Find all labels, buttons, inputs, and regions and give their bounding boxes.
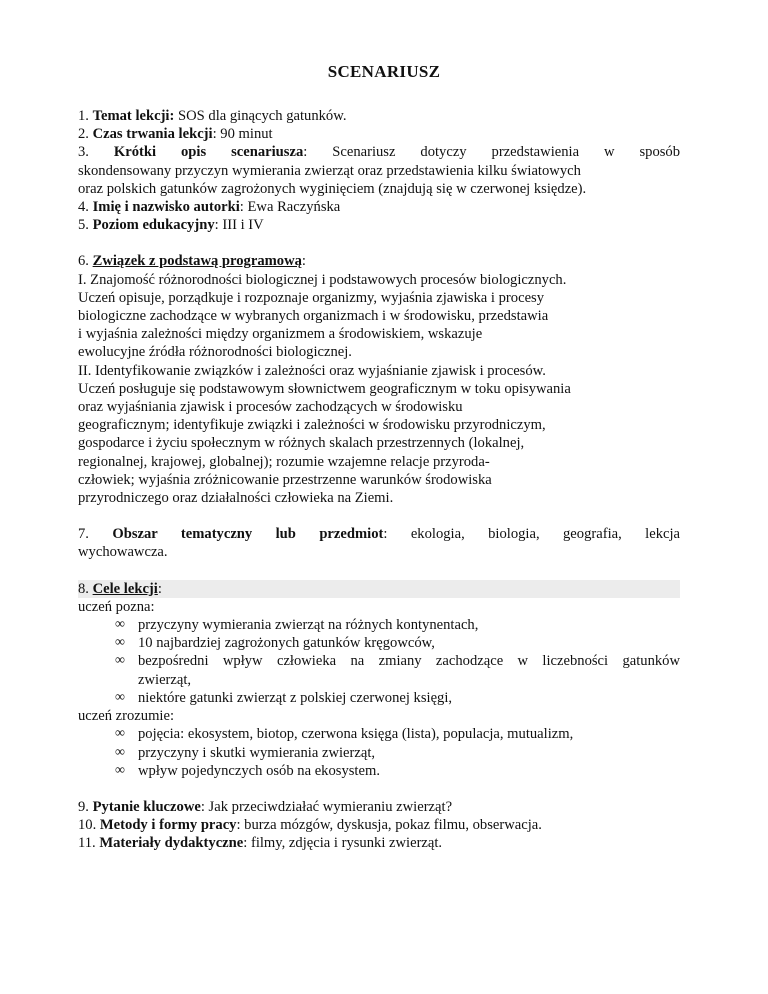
item-label: Obszar tematyczny lub przedmiot [112,526,384,543]
zwiazek-line: gospodarce i życiu społecznym w różnych skalach przestrzennych (lokalnej, [78,435,525,452]
list-item: ∞ pojęcia: ekosystem, biotop, czerwona księga (lista), populacja, mutualizm, [115,726,574,743]
item-label: Imię i nazwisko autorki [92,199,240,216]
infinity-bullet-icon: ∞ [115,617,125,633]
item-zwiazek: 6. Związek z podstawą programową: [78,253,306,270]
zwiazek-line: przyrodniczego oraz działalności człowieka na Ziemi. [78,490,394,507]
list-item: ∞ 10 najbardziej zagrożonych gatunków kręgowców, [115,635,435,652]
item-label: Cele lekcji [92,580,158,597]
document-body [78,107,680,853]
item-label: Krótki opis scenariusza [113,144,304,161]
infinity-bullet-icon: ∞ [115,689,125,705]
item-temat: 1. Temat lekcji: SOS dla ginących gatunków. [78,108,347,124]
zwiazek-line: biologiczne zachodzące w wybranych organizmach i w środowisku, przedstawia [78,308,549,325]
item-opis-line: oraz polskich gatunków zagrożonych wyginięciem (znajdują się w czerwonej księdze). [78,180,587,197]
list-item: ∞ przyczyny wymierania zwierząt na różnych kontynentach, [115,617,479,634]
zwiazek-line: I. Znajomość różnorodności biologicznej i podstawowych procesów biologicznych. [78,271,567,288]
item-label: Materiały dydaktyczne [99,835,244,852]
item-label: Czas trwania lekcji [92,126,213,143]
zwiazek-line: ewolucyjne źródła różnorodności biologicznej. [78,344,352,361]
item-cele: 8. Cele lekcji: [78,580,680,598]
zwiazek-line: Uczeń opisuje, porządkuje i rozpoznaje organizmy, wyjaśnia zjawiska i procesy [78,289,545,306]
zwiazek-line: oraz wyjaśniania zjawisk i procesów zachodzących w środowisku [78,399,463,416]
zwiazek-line: geograficznym; identyfikuje związki i zależności w środowisku przyrodniczym, [78,417,546,434]
item-materialy: 11. Materiały dydaktyczne: filmy, zdjęcia i rysunki zwierząt. [78,835,443,852]
item-opis: 3. Krótki opis scenariusza: Scenariusz dotyczy przedstawienia w sposób [78,144,681,161]
item-autor: 4. Imię i nazwisko autorki: Ewa Raczyńska [78,199,341,216]
item-obszar-line: wychowawcza. [78,544,168,561]
item-metody: 10. Metody i formy pracy: burza mózgów, dyskusja, pokaz filmu, obserwacja. [78,817,542,834]
infinity-bullet-icon: ∞ [115,762,125,778]
zwiazek-line: i wyjaśnia zależności między organizmem a środowiskiem, wskazuje [78,326,483,343]
item-label: Metody i formy pracy [99,817,237,834]
item-pytanie: 9. Pytanie kluczowe: Jak przeciwdziałać wymieraniu zwierząt? [78,798,453,815]
list-item: ∞ przyczyny i skutki wymierania zwierząt, [115,744,376,761]
item-opis-line: skondensowany przyczyn wymierania zwierząt oraz przedstawienia kilku światowych [78,162,581,179]
cele-zrozumie-label: uczeń zrozumie: [78,708,175,725]
item-czas: 2. Czas trwania lekcji: 90 minut [78,126,273,143]
item-label: Poziom edukacyjny [92,217,215,234]
list-item-continuation: zwierząt, [138,671,192,688]
document-title: SCENARIUSZ [327,62,441,81]
zwiazek-line: Uczeń posługuje się podstawowym słownictwem geograficznym w toku opisywania [78,380,571,397]
list-item: ∞ bezpośredni wpływ człowieka na zmiany zachodzące w liczebności gatunków [115,653,680,670]
zwiazek-line: II. Identyfikowanie związków i zależności oraz wyjaśnianie zjawisk i procesów. [78,362,546,379]
list-item: ∞ niektóre gatunki zwierząt z polskiej czerwonej księgi, [115,689,453,706]
item-label: Temat lekcji: [92,108,175,124]
zwiazek-line: człowiek; wyjaśnia zróżnicowanie przestrzenne warunków środowiska [78,471,492,488]
list-item: ∞ wpływ pojedynczych osób na ekosystem. [115,762,380,779]
item-poziom: 5. Poziom edukacyjny: III i IV [78,217,264,234]
infinity-bullet-icon: ∞ [115,726,125,742]
infinity-bullet-icon: ∞ [115,653,125,669]
infinity-bullet-icon: ∞ [115,744,125,760]
item-label: Związek z podstawą programową [92,253,302,270]
infinity-bullet-icon: ∞ [115,635,125,651]
zwiazek-line: regionalnej, krajowej, globalnej); rozumie wzajemne relacje przyroda- [78,453,490,470]
item-obszar: 7. Obszar tematyczny lub przedmiot: ekologia, biologia, geografia, lekcja [78,526,680,543]
cele-pozna-label: uczeń pozna: [78,598,155,615]
item-label: Pytanie kluczowe [92,798,201,815]
